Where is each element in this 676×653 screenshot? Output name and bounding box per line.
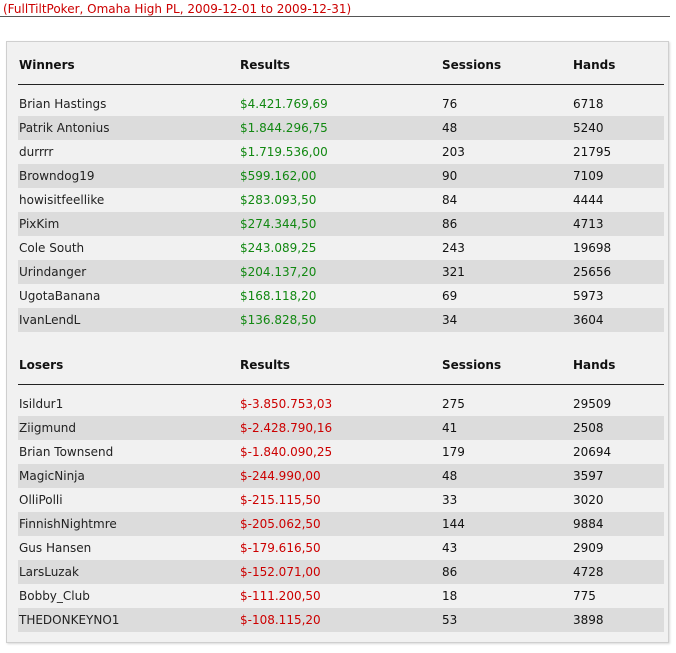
title-divider	[0, 16, 670, 17]
result-value: $-111.200,50	[239, 584, 441, 608]
losers-table	[18, 358, 664, 632]
hands-value: 4444	[572, 188, 664, 212]
sessions-value: 86	[441, 560, 572, 584]
results-column-header: Results	[239, 358, 441, 385]
player-name: Browndog19	[18, 164, 239, 188]
result-value: $4.421.769,69	[239, 92, 441, 116]
player-name: howisitfeellike	[18, 188, 239, 212]
table-row	[18, 416, 664, 440]
player-name: OlliPolli	[18, 488, 239, 512]
table-row	[18, 260, 664, 284]
result-value: $-2.428.790,16	[239, 416, 441, 440]
hands-value: 3020	[572, 488, 664, 512]
table-row	[18, 440, 664, 464]
table-row	[18, 392, 664, 416]
sessions-value: 18	[441, 584, 572, 608]
hands-value: 2508	[572, 416, 664, 440]
hands-value: 775	[572, 584, 664, 608]
hands-value: 5240	[572, 116, 664, 140]
result-value: $-3.850.753,03	[239, 392, 441, 416]
player-name: Urindanger	[18, 260, 239, 284]
table-row	[18, 284, 664, 308]
results-panel	[6, 41, 669, 643]
sessions-value: 48	[441, 464, 572, 488]
result-value: $1.719.536,00	[239, 140, 441, 164]
result-value: $599.162,00	[239, 164, 441, 188]
hands-column-header: Hands	[572, 358, 664, 385]
player-name: UgotaBanana	[18, 284, 239, 308]
table-row	[18, 308, 664, 332]
hands-value: 4728	[572, 560, 664, 584]
winners-header-row	[18, 58, 664, 85]
table-row	[18, 608, 664, 632]
sessions-value: 179	[441, 440, 572, 464]
hands-value: 29509	[572, 392, 664, 416]
sessions-column-header: Sessions	[441, 58, 572, 85]
hands-value: 4713	[572, 212, 664, 236]
player-name: Patrik Antonius	[18, 116, 239, 140]
sessions-value: 86	[441, 212, 572, 236]
losers-column-header: Losers	[18, 358, 239, 385]
result-value: $-244.990,00	[239, 464, 441, 488]
hands-value: 3604	[572, 308, 664, 332]
sessions-value: 48	[441, 116, 572, 140]
table-row	[18, 488, 664, 512]
hands-value: 7109	[572, 164, 664, 188]
winners-table	[18, 58, 664, 332]
player-name: THEDONKEYNO1	[18, 608, 239, 632]
result-value: $243.089,25	[239, 236, 441, 260]
sessions-value: 69	[441, 284, 572, 308]
table-row	[18, 584, 664, 608]
player-name: Gus Hansen	[18, 536, 239, 560]
result-value: $168.118,20	[239, 284, 441, 308]
table-row	[18, 560, 664, 584]
table-row	[18, 236, 664, 260]
hands-value: 5973	[572, 284, 664, 308]
table-row	[18, 92, 664, 116]
player-name: LarsLuzak	[18, 560, 239, 584]
sessions-column-header: Sessions	[441, 358, 572, 385]
result-value: $-1.840.090,25	[239, 440, 441, 464]
player-name: Brian Townsend	[18, 440, 239, 464]
player-name: Cole South	[18, 236, 239, 260]
sessions-value: 53	[441, 608, 572, 632]
player-name: Bobby_Club	[18, 584, 239, 608]
sessions-value: 34	[441, 308, 572, 332]
player-name: Isildur1	[18, 392, 239, 416]
sessions-value: 144	[441, 512, 572, 536]
hands-column-header: Hands	[572, 58, 664, 85]
result-value: $-108.115,20	[239, 608, 441, 632]
result-value: $-205.062,50	[239, 512, 441, 536]
report-title: (FullTiltPoker, Omaha High PL, 2009-12-01 to 2009-12-31)	[3, 2, 352, 16]
player-name: Ziigmund	[18, 416, 239, 440]
table-row	[18, 536, 664, 560]
spacer-cell	[18, 385, 664, 393]
table-row	[18, 188, 664, 212]
result-value: $1.844.296,75	[239, 116, 441, 140]
winners-column-header: Winners	[18, 58, 239, 85]
hands-value: 3898	[572, 608, 664, 632]
sessions-value: 275	[441, 392, 572, 416]
player-name: FinnishNightmre	[18, 512, 239, 536]
sessions-value: 41	[441, 416, 572, 440]
sessions-value: 321	[441, 260, 572, 284]
header-spacer	[18, 385, 664, 393]
hands-value: 6718	[572, 92, 664, 116]
sessions-value: 243	[441, 236, 572, 260]
hands-value: 2909	[572, 536, 664, 560]
sessions-value: 90	[441, 164, 572, 188]
hands-value: 19698	[572, 236, 664, 260]
hands-value: 9884	[572, 512, 664, 536]
spacer-cell	[18, 85, 664, 93]
player-name: IvanLendL	[18, 308, 239, 332]
result-value: $283.093,50	[239, 188, 441, 212]
result-value: $204.137,20	[239, 260, 441, 284]
table-row	[18, 212, 664, 236]
result-value: $-179.616,50	[239, 536, 441, 560]
table-row	[18, 464, 664, 488]
table-row	[18, 116, 664, 140]
result-value: $136.828,50	[239, 308, 441, 332]
table-row	[18, 512, 664, 536]
sessions-value: 43	[441, 536, 572, 560]
table-row	[18, 164, 664, 188]
player-name: MagicNinja	[18, 464, 239, 488]
losers-header-row	[18, 358, 664, 385]
result-value: $-215.115,50	[239, 488, 441, 512]
player-name: Brian Hastings	[18, 92, 239, 116]
hands-value: 25656	[572, 260, 664, 284]
result-value: $274.344,50	[239, 212, 441, 236]
hands-value: 21795	[572, 140, 664, 164]
hands-value: 20694	[572, 440, 664, 464]
result-value: $-152.071,00	[239, 560, 441, 584]
sessions-value: 203	[441, 140, 572, 164]
table-row	[18, 140, 664, 164]
results-column-header: Results	[239, 58, 441, 85]
header-spacer	[18, 85, 664, 93]
player-name: PixKim	[18, 212, 239, 236]
hands-value: 3597	[572, 464, 664, 488]
sessions-value: 76	[441, 92, 572, 116]
sessions-value: 84	[441, 188, 572, 212]
sessions-value: 33	[441, 488, 572, 512]
player-name: durrrr	[18, 140, 239, 164]
